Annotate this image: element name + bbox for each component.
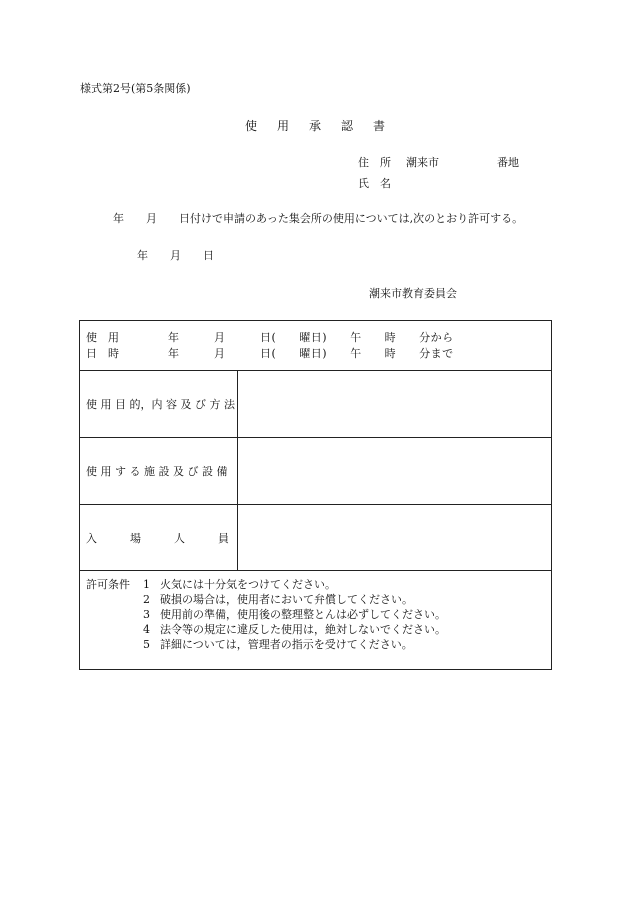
condition-text: 詳細については，管理者の指示を受けてください。 [160,638,413,651]
address-suffix: 番地 [497,156,519,169]
condition-item [143,609,446,620]
condition-number: 5 [143,638,150,651]
issue-date: 年 月 日 [137,249,214,262]
condition-text: 使用前の準備，使用後の整理整とんは必ずしてください。 [160,608,446,621]
document-title: 使用承認書 [244,119,405,133]
permit-statement: 年 月 日付けで申請のあった集会所の使用については,次のとおり許可する。 [113,212,524,225]
datetime-from: 年 月 日( 曜日) 午 時 分から [168,331,454,344]
issuer-name: 潮来市教育委員会 [369,287,457,300]
table-row-attendees [80,505,551,571]
condition-number: 3 [143,608,150,621]
condition-number: 4 [143,623,150,636]
condition-text: 破損の場合は，使用者において弁償してください。 [160,593,413,606]
table-row-datetime [80,321,551,371]
condition-item [143,579,336,590]
datetime-to: 年 月 日( 曜日) 午 時 分まで [168,347,454,360]
attendees-label: 入 場 人 員 [86,531,229,545]
condition-item [143,639,413,650]
form-reference: 様式第2号(第5条関係) [80,82,191,95]
table-row-purpose [80,371,551,438]
facility-label: 使 用 す る 施 設 及 び 設 備 [86,465,228,478]
attendees-field[interactable] [238,505,551,570]
name-label: 氏 名 [358,177,391,190]
condition-number: 2 [143,593,150,606]
table-row-conditions [80,571,551,670]
table-row-facility [80,438,551,505]
purpose-field[interactable] [238,371,551,437]
approval-table [79,320,552,670]
condition-text: 火気には十分気をつけてください。 [160,578,336,591]
datetime-label-line2: 日 時 [86,347,119,360]
datetime-label-line1: 使 用 [86,331,119,344]
address-city: 潮来市 [406,156,439,169]
condition-text: 法令等の規定に違反した使用は，絶対しないでください。 [160,623,446,636]
facility-field[interactable] [238,438,551,504]
purpose-label: 使 用 目 的，内 容 及 び 方 法 [86,398,235,411]
condition-item [143,624,446,635]
condition-item [143,594,413,605]
address-label: 住 所 [358,156,391,169]
condition-number: 1 [143,578,150,591]
conditions-title: 許可条件 [86,578,130,591]
